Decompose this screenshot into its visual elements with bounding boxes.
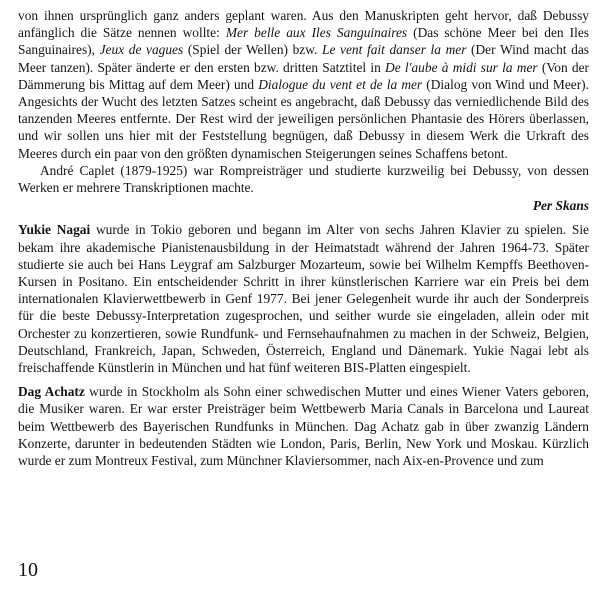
article-paragraph-2: André Caplet (1879-1925) war Rompreisträger und studierte kurzweilig bei Debussy, von dessen Werken er mehrere Transkriptionen machte. bbox=[18, 162, 589, 196]
text-run: (Spiel der Wellen) bzw. bbox=[183, 42, 323, 58]
bio-yukie-nagai bbox=[18, 221, 589, 376]
bio-text: wurde in Tokio geboren und begann im Alter von sechs Jahren Klavier zu spielen. Sie bekam ihre akademische Pianistenausbildung in der Heimatstadt während der Jahren 1964-73. Später studierte sie auch bei Hans Leygraf am Salzburger Mozarteum, sowie bei Wilhelm Kempffs Beethoven-Kursen in Positano. Ein entscheidender Schritt in ihrer künstlerischen Karriere war ein Preis bei dem internationalen Klavierwettbewerb in Genf 1977. Bei jener Gelegenheit wurde ihr auch der Sonderpreis für die beste Debussy-Interpretation zugesprochen, und seither wurde sie eingeladen, allein oder mit Orchester zu konzertieren, sowie Rundfunk- und Fernsehaufnahmen zu machen in der Schweiz, Belgien, Deutschland, Frankreich, Japan, Schweden, Österreich, England und Dänemark. Yukie Nagai lebt als freischaffende Künstlerin in München und hat fünf weiteren BIS-Platten eingespielt. bbox=[18, 222, 589, 376]
title-jeux-de-vagues: Jeux de vagues bbox=[99, 42, 184, 58]
page-number: 10 bbox=[18, 559, 38, 581]
bio-text: wurde in Stockholm als Sohn einer schwedischen Mutter und eines Wiener Vaters geboren, die Musiker waren. Er war erster Preisträger beim Wettbewerb Maria Canals in Barcelona und Laureat beim Wettbewerb des Bayerischen Rundfunks in München. Dag Achatz gab in über zwanzig Ländern Konzerte, darunter in bedeutenden Städten wie London, Paris, Berlin, New York und Moskau. Kürzlich wurde er zum Montreux Festival, zum Münchner Klaviersommer, nach Aix-en-Provence und zum bbox=[18, 384, 590, 469]
text-run: (Das schöne Meer bei den Iles Sanguinaires), bbox=[18, 25, 589, 58]
bio-name: Dag Achatz bbox=[18, 384, 85, 400]
author-signature: Per Skans bbox=[532, 198, 589, 214]
text-run: (Dialog von Wind und Meer). Angesichts der Wucht des letzten Satzes scheint es angebracht, daß Debussy das verniedlichende Bild des tanzenden Meeres entfernte. Der Rest wird der jeweiligen persönlichen Phantasie des Hörers überlassen, und wir sollen uns hier mit der Feststellung begnügen, daß Debussy in diesem Werk die Urkraft des Meeres durch ein paar von den größten dynamischen Steigerungen seines Schaffens betont. bbox=[18, 76, 589, 161]
article-paragraph-1 bbox=[18, 7, 589, 162]
text-run: von ihnen ursprünglich ganz anders geplant waren. Aus den Manuskripten geht hervor, daß Debussy anfänglich die Sätze nennen wollte: bbox=[18, 8, 589, 41]
title-mer-belle: Mer belle aux Iles Sanguinaires bbox=[225, 25, 408, 41]
title-le-vent: Le vent fait danser la mer bbox=[322, 42, 467, 58]
title-de-laube: De l'aube à midi sur la mer bbox=[385, 59, 538, 75]
text-run: (Von der Dämmerung bis Mittag auf dem Meer) und bbox=[18, 59, 589, 92]
title-dialogue: Dialogue du vent et de la mer bbox=[258, 76, 423, 92]
text-run: (Der Wind macht das Meer tanzen). Später änderte er den ersten bzw. dritten Satztitel in bbox=[18, 42, 590, 75]
bio-name: Yukie Nagai bbox=[18, 222, 91, 238]
bio-dag-achatz bbox=[18, 383, 589, 469]
